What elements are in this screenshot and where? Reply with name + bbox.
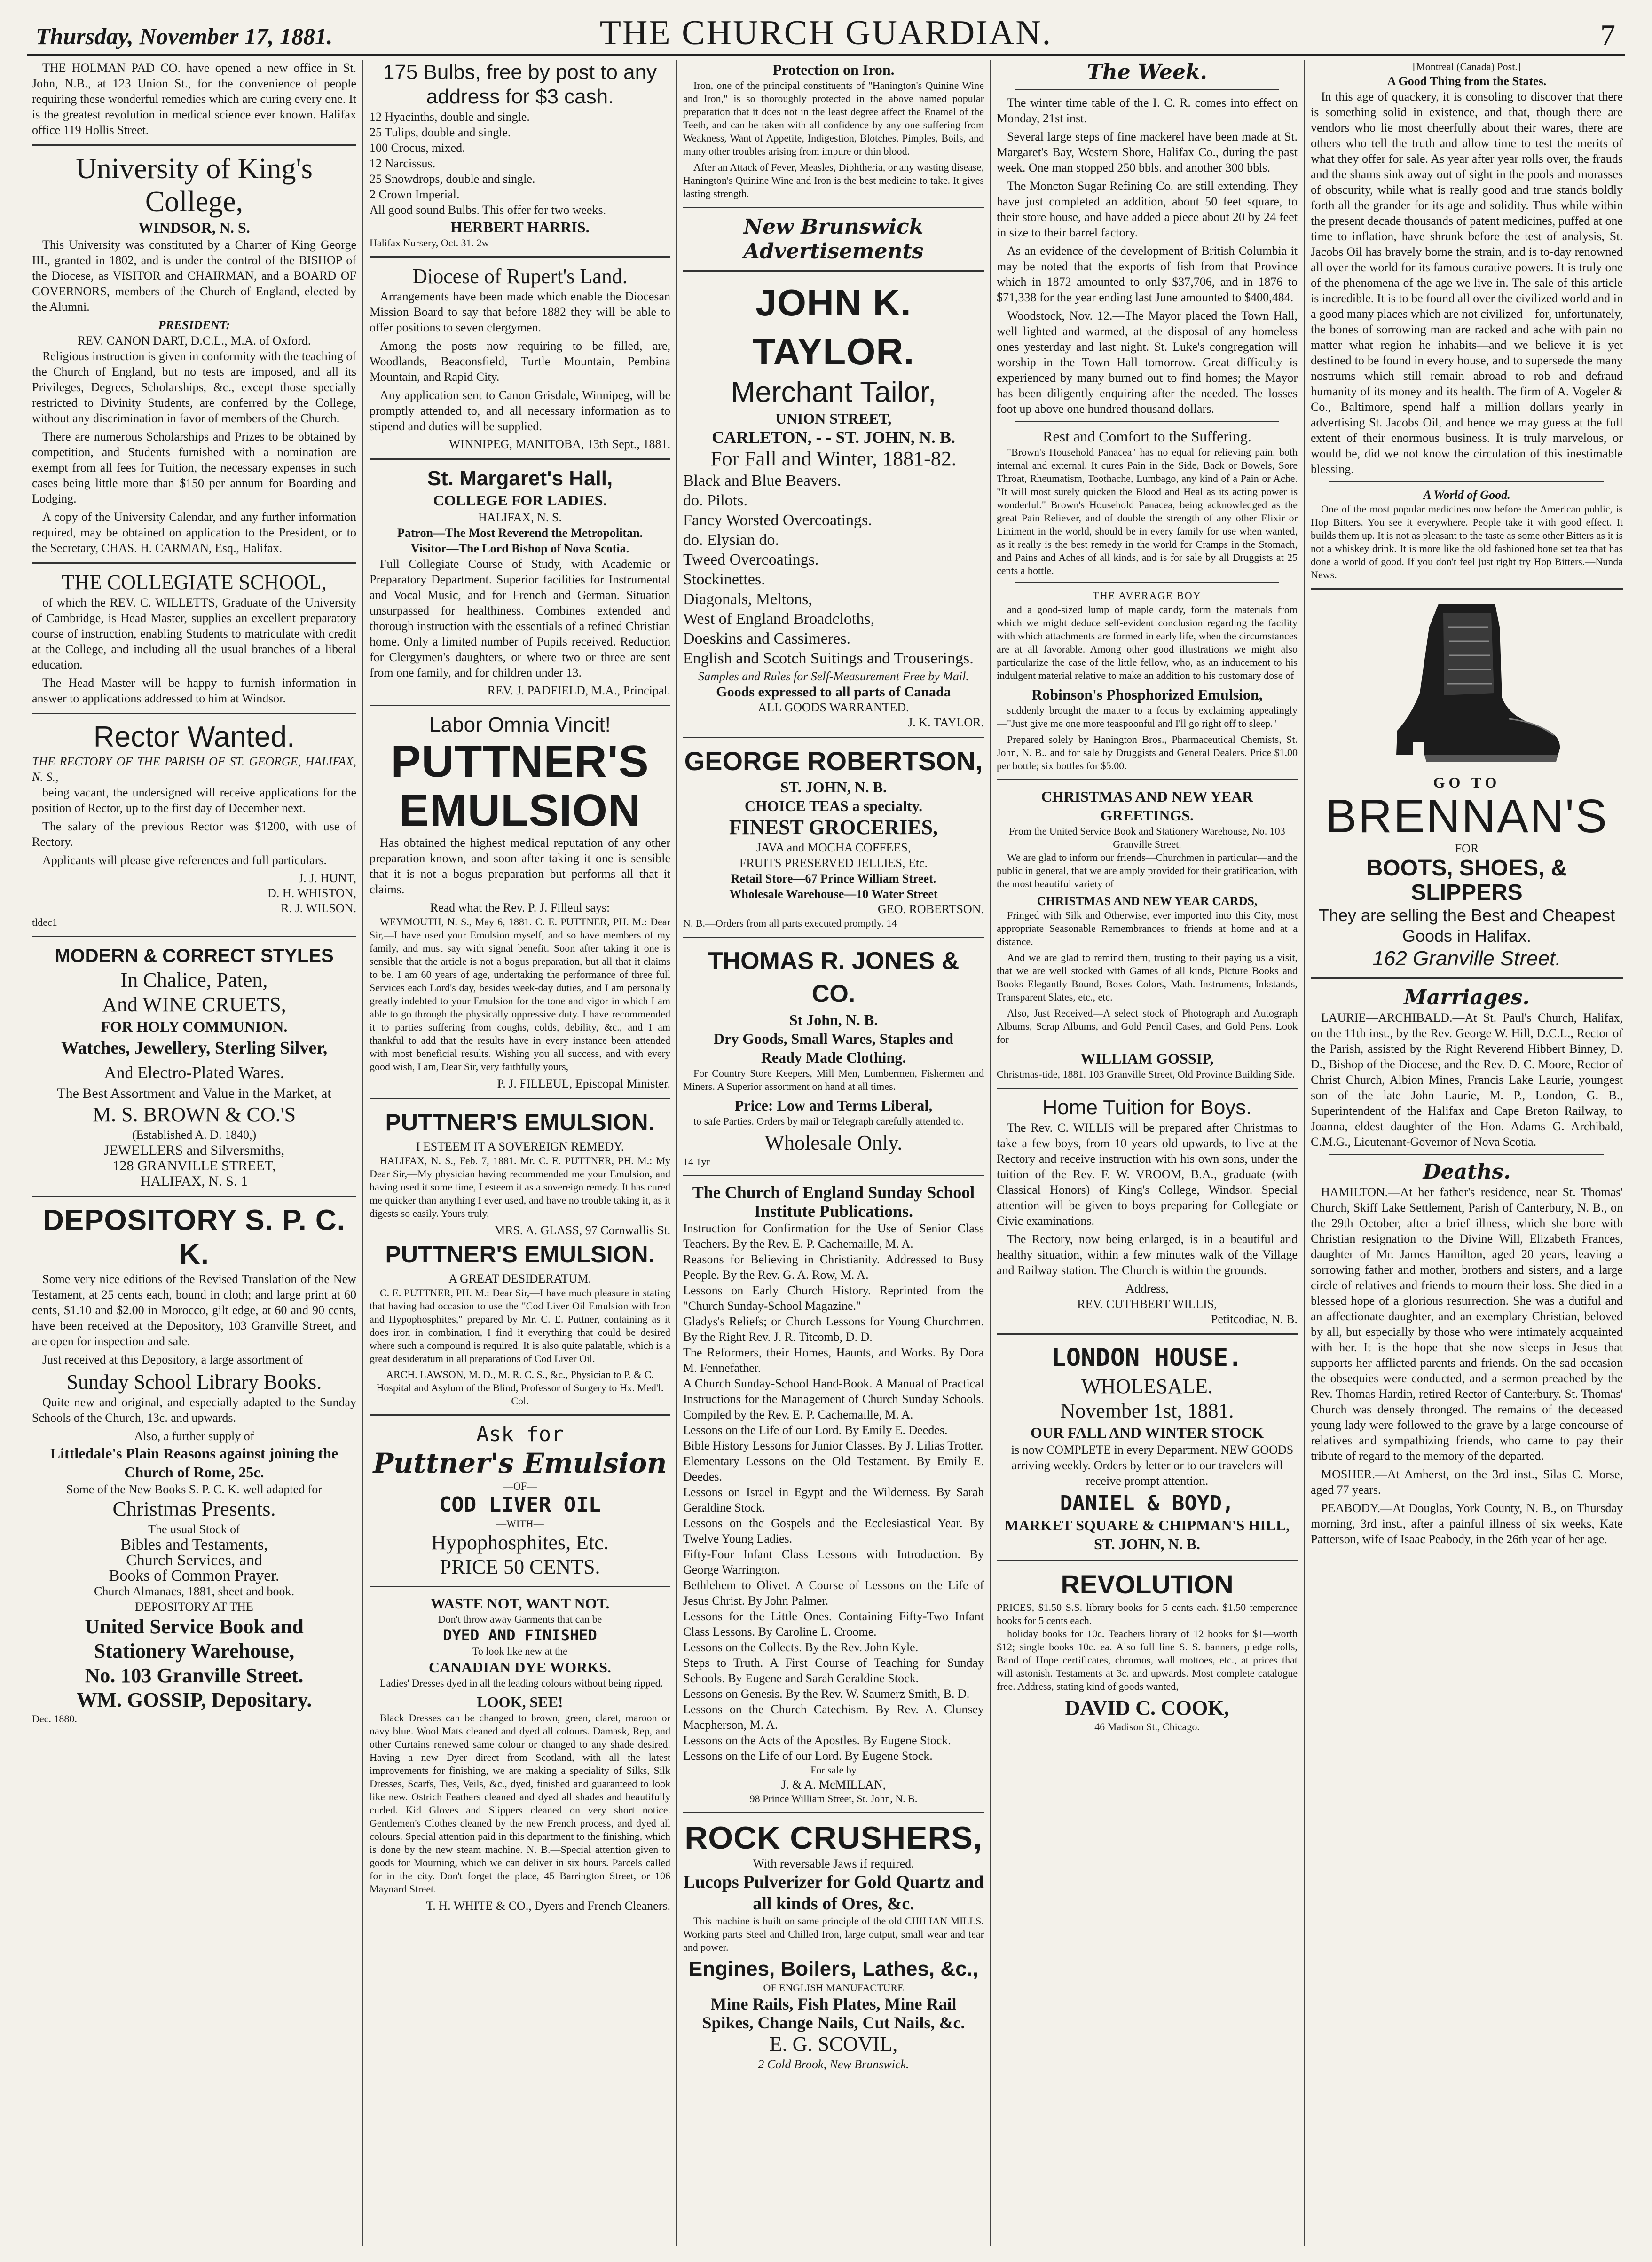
iron-body-2: After an Attack of Fever, Measles, Diphtheria, or any wasting disease, Hanington's Quinine Wine and Iron is the best medicine to take. It gives lasting strength. bbox=[683, 161, 984, 199]
london-house-title: LONDON HOUSE. bbox=[1051, 1344, 1243, 1372]
kings-body-4: A copy of the University Calendar, and any further information required, may be obtained on application to the President, or to the Secretary, CHAS. H. CARMAN, Esq., Halifax. bbox=[32, 510, 356, 555]
xmas-body: We are glad to inform our friends—Churchmen in particular—and the public in general, that we are amply provided for their gratification, with the most beautiful variety of bbox=[997, 851, 1298, 890]
brown-city: HALIFAX, N. S. 1 bbox=[141, 1174, 248, 1189]
list-item: Instruction for Confirmation for the Use of Senior Class Teachers. By the Rev. E. P. Cachemaille, M. A. bbox=[683, 1222, 984, 1251]
depository-at: DEPOSITORY AT THE bbox=[135, 1600, 253, 1614]
iron-title: Protection on Iron. bbox=[772, 61, 895, 78]
deaths-title: Deaths. bbox=[1423, 1160, 1511, 1184]
list-item: Black and Blue Beavers. bbox=[683, 472, 842, 489]
rector-subtitle: THE RECTORY OF THE PARISH OF ST. GEORGE, HALIFAX, N. S., bbox=[32, 755, 356, 784]
tuition-signature: REV. CUTHBERT WILLIS, bbox=[1077, 1297, 1217, 1311]
puttner-2-title: PUTTNER'S EMULSION. bbox=[385, 1109, 655, 1135]
best-assortment: The Best Assortment and Value in the Market, at bbox=[57, 1086, 331, 1101]
java-mocha: JAVA and MOCHA COFFEES, bbox=[756, 841, 911, 854]
tuition-place: Petitcodiac, N. B. bbox=[1211, 1312, 1298, 1326]
column-rule bbox=[676, 60, 677, 2246]
bulbs-list bbox=[370, 109, 670, 218]
tuition-address-label: Address, bbox=[1125, 1282, 1169, 1295]
president-label: PRESIDENT: bbox=[158, 318, 230, 332]
brown-name: M. S. BROWN & CO.'S bbox=[92, 1103, 296, 1126]
rector-body-2: The salary of the previous Rector was $1200, with use of Rectory. bbox=[32, 820, 356, 849]
with-label: —WITH— bbox=[496, 1518, 544, 1529]
robertson-note: N. B.—Orders from all parts executed promptly. 14 bbox=[683, 917, 897, 929]
rupert-title: Diocese of Rupert's Land. bbox=[412, 265, 628, 288]
xmas-cards: CHRISTMAS AND NEW YEAR CARDS, bbox=[1037, 894, 1258, 908]
world-of-good-body: One of the most popular medicines now before the American public, is Hop Bitters. You see it everywhere. People take it with good effect. It builds them up. It is not as pleasant to the taste as some other Bitters as it is not a whiskey drink. It is more like the old fashioned bone set tea that has done a world of good. If you don't feel just right try Hop Bitters.—Nunda News. bbox=[1311, 503, 1623, 581]
divider bbox=[1015, 582, 1279, 583]
london-stock: OUR FALL AND WINTER STOCK bbox=[1030, 1424, 1264, 1441]
brown-established: (Established A. D. 1840,) bbox=[132, 1128, 257, 1142]
some-new-books: Some of the New Books S. P. C. K. well adapted for bbox=[66, 1482, 322, 1496]
xmas-subtitle: From the United Service Book and Stationery Warehouse, No. 103 Granville Street. bbox=[1009, 825, 1285, 850]
column-2 bbox=[370, 60, 670, 2251]
week-paragraph: The winter time table of the I. C. R. comes into effect on Monday, 21st inst. bbox=[997, 96, 1298, 125]
list-item: Elementary Lessons on the Old Testament. By Emily E. Deedes. bbox=[683, 1454, 984, 1483]
canadian-dye-works: CANADIAN DYE WORKS. bbox=[429, 1659, 611, 1676]
christmas-presents: Christmas Presents. bbox=[112, 1497, 276, 1521]
list-item: Doeskins and Cassimeres. bbox=[683, 630, 851, 647]
divider bbox=[1329, 1154, 1604, 1155]
robinson-title: Robinson's Phosphorized Emulsion, bbox=[1031, 686, 1263, 703]
divider bbox=[1015, 89, 1279, 90]
csi-list bbox=[683, 1221, 984, 1764]
margaret-signature: REV. J. PADFIELD, M.A., Principal. bbox=[487, 684, 670, 697]
list-item: Fifty-Four Infant Class Lessons with Introduction. By George Warrington. bbox=[683, 1547, 984, 1576]
boyd-city: ST. JOHN, N. B. bbox=[1093, 1536, 1201, 1553]
divider bbox=[32, 713, 356, 714]
list-item: 2 Crown Imperial. bbox=[370, 188, 460, 201]
average-boy-title: THE AVERAGE BOY bbox=[1093, 590, 1202, 601]
list-item: The Reformers, their Homes, Haunts, and Works. By Dora M. Fennefather. bbox=[683, 1346, 984, 1375]
list-item: 25 Snowdrops, double and single. bbox=[370, 172, 535, 186]
list-item: Lessons on the Church Catechism. By Rev. A. Clunsey Macpherson, M. A. bbox=[683, 1702, 984, 1732]
divider bbox=[1311, 588, 1623, 590]
week-paragraph: As an evidence of the development of British Columbia it may be noted that the exports of fish from that Province which in 1872 amounted to only $37,706, and in 1876 to $71,338 for the year ending last June amounted to $400,484. bbox=[997, 244, 1298, 304]
divider bbox=[683, 1812, 984, 1813]
scovil-address: 2 Cold Brook, New Brunswick. bbox=[758, 2057, 909, 2071]
bibles: Bibles and Testaments, bbox=[120, 1536, 268, 1553]
divider bbox=[997, 1333, 1298, 1335]
london-date: November 1st, 1881. bbox=[1060, 1399, 1234, 1422]
kings-college-place: WINDSOR, N. S. bbox=[138, 219, 250, 236]
list-item: Bethlehem to Olivet. A Course of Lessons on the Life of Jesus Christ. By John Palmer. bbox=[683, 1578, 984, 1608]
week-paragraph: The Moncton Sugar Refining Co. are still extending. They have just completed an addition, about 50 feet square, to their store house, and have added a piece about 20 by 24 feet in size to their barrel factory. bbox=[997, 179, 1298, 239]
finest-groceries: FINEST GROCERIES, bbox=[729, 816, 938, 839]
list-item: Bible History Lessons for Junior Classes. By J. Lilias Trotter. bbox=[683, 1439, 983, 1452]
robertson-title: GEORGE ROBERTSON, bbox=[684, 746, 983, 776]
retail-store: Retail Store—67 Prince William Street. bbox=[731, 872, 936, 885]
list-item: Reasons for Believing in Christianity. Addressed to Busy People. By the Rev. G. A. Row, M. A. bbox=[683, 1253, 984, 1282]
look-see: LOOK, SEE! bbox=[477, 1694, 563, 1710]
hypophosphites: Hypophosphites, Etc. bbox=[431, 1531, 609, 1554]
robinson-body-2: Prepared solely by Hanington Bros., Pharmaceutical Chemists, St. John, N. B., and for sale by Druggists and General Dealers. Price $1.00 per bottle; six bottles for $5.00. bbox=[997, 733, 1298, 772]
csi-for-sale: For sale by bbox=[810, 1764, 857, 1776]
world-of-good-title: A World of Good. bbox=[1423, 488, 1510, 502]
mine-rails: Mine Rails, Fish Plates, Mine Rail Spikes, Change Nails, Cut Nails, &c. bbox=[702, 1994, 965, 2032]
list-item: Tweed Overcoatings. bbox=[683, 551, 819, 568]
robertson-city: ST. JOHN, N. B. bbox=[780, 779, 887, 796]
good-thing-title: A Good Thing from the States. bbox=[1387, 74, 1547, 88]
mosher-notice: MOSHER.—At Amherst, on the 3rd inst., Silas C. Morse, aged 77 years. bbox=[1311, 1467, 1623, 1497]
boyd-title: DANIEL & BOYD, bbox=[1060, 1491, 1235, 1515]
column-rule bbox=[1304, 60, 1305, 2246]
jones-price: Price: Low and Terms Liberal, bbox=[734, 1097, 933, 1114]
puttner-3-signature: ARCH. LAWSON, M. D., M. R. C. S., &c., Physician to P. & C. Hospital and Asylum of the Blind, Professor of Surgery to Hx. Med'l. Col. bbox=[376, 1369, 664, 1407]
divider bbox=[32, 936, 356, 937]
jones-ready-made: Ready Made Clothing. bbox=[761, 1049, 906, 1066]
jones-dry-goods: Dry Goods, Small Wares, Staples and bbox=[713, 1030, 953, 1047]
dyed-finished: DYED AND FINISHED bbox=[443, 1626, 597, 1644]
list-item: English and Scotch Suitings and Trouserings. bbox=[683, 650, 974, 667]
list-item: All good sound Bulbs. This offer for two weeks. bbox=[370, 203, 606, 217]
granville-street: No. 103 Granville Street. bbox=[85, 1664, 304, 1687]
list-item: Diagonals, Meltons, bbox=[683, 591, 812, 608]
xmas-title: CHRISTMAS AND NEW YEAR GREETINGS. bbox=[1041, 788, 1253, 824]
boot-illustration bbox=[1368, 599, 1565, 768]
taylor-goods: Goods expressed to all parts of Canada bbox=[716, 684, 951, 700]
watches-title: Watches, Jewellery, Sterling Silver, bbox=[61, 1038, 328, 1058]
taylor-street: UNION STREET, bbox=[775, 410, 892, 427]
list-item: West of England Broadcloths, bbox=[683, 610, 875, 628]
price: PRICE 50 CENTS. bbox=[440, 1555, 600, 1578]
rupert-body-3: Any application sent to Canon Grisdale, Winnipeg, will be promptly attended to, and all necessary information as to stipend and duties will be supplied. bbox=[370, 388, 670, 433]
littledale: Littledale's Plain Reasons against joining the Church of Rome, 25c. bbox=[50, 1445, 338, 1481]
rock-subtitle: With reversable Jaws if required. bbox=[753, 1857, 914, 1870]
divider bbox=[370, 705, 670, 706]
usual-stock: The usual Stock of bbox=[148, 1522, 240, 1536]
taylor-signature: J. K. TAYLOR. bbox=[908, 716, 984, 729]
divider bbox=[1015, 421, 1279, 422]
english-manufacture: OF ENGLISH MANUFACTURE bbox=[763, 1982, 904, 1994]
taylor-title: JOHN K. TAYLOR. bbox=[752, 282, 915, 372]
revolution-address: 46 Madison St., Chicago. bbox=[1094, 1721, 1200, 1733]
sunday-school-body: Quite new and original, and especially adapted to the Sunday Schools of the Church, 13c. and upwards. bbox=[32, 1395, 356, 1425]
taylor-warranted: ALL GOODS WARRANTED. bbox=[758, 701, 909, 714]
rector-body-3: Applicants will please give references and full particulars. bbox=[42, 853, 327, 867]
margaret-city: HALIFAX, N. S. bbox=[478, 511, 562, 524]
collegiate-body-2: The Head Master will be happy to furnish information in answer to applications addressed to him at Windsor. bbox=[32, 676, 356, 705]
newspaper-page bbox=[27, 9, 1625, 2252]
taylor-subtitle: Merchant Tailor, bbox=[731, 376, 936, 409]
puttner-read: Read what the Rev. P. J. Filleul says: bbox=[430, 901, 610, 914]
date-code: Dec. 1880. bbox=[32, 1713, 77, 1725]
column-1 bbox=[32, 60, 356, 2251]
brennan-body: They are selling the Best and Cheapest Goods in Halifax. bbox=[1318, 906, 1615, 946]
divider bbox=[997, 779, 1298, 780]
rector-signature-1: J. J. HUNT, bbox=[298, 871, 356, 885]
waste-not: WASTE NOT, WANT NOT. bbox=[430, 1595, 610, 1612]
rector-signature-2: D. H. WHISTON, bbox=[267, 886, 356, 900]
robinson-body: suddenly brought the matter to a focus by exclaiming appealingly—"Just give me one more teaspoonful and I'll go right off to sleep." bbox=[997, 704, 1298, 729]
modern-line-2: In Chalice, Paten, bbox=[120, 969, 268, 992]
stationery-warehouse: Stationery Warehouse, bbox=[94, 1639, 295, 1663]
taylor-list bbox=[683, 471, 984, 669]
csi-address: 98 Prince William Street, St. John, N. B. bbox=[749, 1793, 918, 1805]
margaret-subtitle: COLLEGE FOR LADIES. bbox=[433, 492, 607, 509]
marriages-title: Marriages. bbox=[1404, 985, 1530, 1009]
ask-for: Ask for bbox=[476, 1422, 564, 1446]
list-item: Fancy Worsted Overcoatings. bbox=[683, 512, 872, 529]
jones-body: For Country Store Keepers, Mill Men, Lumbermen, Fishermen and Miners. A Superior assortment on hand at all times. bbox=[683, 1067, 984, 1092]
list-item: 12 Hyacinths, double and single. bbox=[370, 110, 530, 124]
divider bbox=[32, 1196, 356, 1197]
column-5 bbox=[1311, 60, 1623, 2251]
list-item: Steps to Truth. A First Course of Teaching for Sunday Schools. By Eugene and Sarah Geraldine Stock. bbox=[683, 1656, 984, 1685]
list-item: 12 Narcissus. bbox=[370, 157, 436, 170]
united-service: United Service Book and bbox=[85, 1615, 304, 1638]
rest-body: "Brown's Household Panacea" has no equal for relieving pain, both internal and external. It cures Pain in the Side, Back or Bowels, Sore Throat, Rheumatism, Toothache, Lumbago, any kind of a Pain or Ache. "It will most surely quicken the Blood and Heal as its acting power is wonderful." Brown's Household Panacea, being acknowledged as the great Pain Reliever, and of double the strength of any other Elixir or Liniment in the world, should be in every family for use when wanted, as it really is the best remedy in the world for Cramps in the Stomach, and Pains and Aches of all kinds, and is for sale by all Druggists at 25 cents a bottle. bbox=[997, 446, 1298, 576]
brown-address: 128 GRANVILLE STREET, bbox=[112, 1158, 276, 1174]
newspaper-title: THE CHURCH GUARDIAN. bbox=[599, 14, 1053, 52]
kings-body-3: There are numerous Scholarships and Prizes to be obtained by competition, and Students furnished with a nomination are exempt from all fees for Tuition, the necessary expenses in such cases being little more than $150 per annum for Boarding and Lodging. bbox=[32, 430, 356, 505]
depository-body: Some very nice editions of the Revised Translation of the New Testament, at 25 cents each, bound in cloth; and large print at 60 cents, $1.10 and $2.00 in Morocco, gilt edge, at 60 and 90 cents, have been received at the Depository, 103 Granville Street, and are open for inspection and sale. bbox=[32, 1272, 356, 1348]
wholesale-warehouse: Wholesale Warehouse—10 Water Street bbox=[729, 887, 938, 901]
cod-liver-oil: COD LIVER OIL bbox=[439, 1493, 601, 1517]
list-item: Lessons on the Life of our Lord. By Emily E. Deedes. bbox=[683, 1423, 948, 1437]
iron-body: Iron, one of the principal constituents of "Hanington's Quinine Wine and Iron," is so thoroughly protected in the above named popular preparation that it does not in the least degree affect the Enamel of the Teeth, and can be taken with all confidence by any one suffering from Weakness, Want of Appetite, Indigestion, Blotches, Pimples, Boils, and many other troubles arising from impure or thin blood. bbox=[683, 79, 984, 157]
brennan-address: 162 Granville Street. bbox=[1372, 947, 1561, 970]
margaret-visitor: Visitor—The Lord Bishop of Nova Scotia. bbox=[410, 542, 629, 555]
rest-title: Rest and Comfort to the Suffering. bbox=[1043, 428, 1251, 445]
dont-throw: Don't throw away Garments that can be bbox=[438, 1613, 602, 1625]
list-item: Lessons on the Gospels and the Ecclesiastical Year. By Twelve Young Ladies. bbox=[683, 1516, 984, 1545]
church-services: Church Services, and bbox=[126, 1552, 262, 1569]
list-item: 25 Tulips, double and single. bbox=[370, 126, 511, 139]
average-boy-body: and a good-sized lump of maple candy, form the materials from which we might deduce self-evident conclusion regarding the facility with which attachments are formed in early life, when the circumstances are at all favorable. Among other good illustrations we might also particularize the case of the little fellow, who, as an inducement to his indulgent material relative to make an addition to his customary dose of bbox=[997, 604, 1298, 681]
divider bbox=[1329, 481, 1604, 482]
divider bbox=[32, 144, 356, 146]
xmas-signature: WILLIAM GOSSIP, bbox=[1080, 1050, 1214, 1067]
deaths-body: HAMILTON.—At her father's residence, near St. Thomas' Church, Skiff Lake Settlement, Parish of Canterbury, N. B., on the 29th October, after a brief illness, which she bore with Christian resignation to the Divine Will, Elizabeth Frances, daughter of Mr. James Hamilton, aged 20 years, leaving a sorrowing father and mother, brothers and sisters, and a large circle of relatives and friends to mourn their loss. She died in a blessed hope of a glorious resurrection. She was a dutiful and an affectionate daughter, and an exemplary Christian, beloved by all, but especially by those who were intimately acquainted with her. It is the hope that she now sleeps in Jesus that supports her afflicted parents and friends. On the sad occasion the obsequies were conducted, and a sermon preached by the Rev. Thomas Hardin, retired Rector of Canterbury. St. Thomas' Church was densely thronged. The remains of the deceased young lady were followed to the grave by a large concourse of relatives and sympathizing friends, who came to pay their tribute of regard to the memory of the departed. bbox=[1311, 1185, 1623, 1463]
source-label: [Montreal (Canada) Post.] bbox=[1412, 61, 1521, 72]
csi-signature: J. & A. McMILLAN, bbox=[781, 1778, 886, 1791]
puttner-2-subtitle: I ESTEEM IT A SOVEREIGN REMEDY. bbox=[416, 1140, 624, 1153]
taylor-samples: Samples and Rules for Self-Measurement Free by Mail. bbox=[698, 670, 969, 683]
rock-crushers-title: ROCK CRUSHERS, bbox=[684, 1820, 983, 1856]
collegiate-title: THE COLLEGIATE SCHOOL, bbox=[62, 571, 327, 594]
engines: Engines, Boilers, Lathes, &c., bbox=[688, 1957, 979, 1980]
gossip-depositary: WM. GOSSIP, Depositary. bbox=[76, 1688, 312, 1711]
collegiate-body: of which the REV. C. WILLETTS, Graduate of the University of Cambridge, is Head Master, supplies an excellent preparatory course of instruction, enabling Students to matriculate with credit at the College, and including all the usual branches of a liberal education. bbox=[32, 596, 356, 671]
divider bbox=[683, 937, 984, 938]
rupert-body-2: Among the posts now requiring to be filled, are, Woodlands, Beaconsfield, Turtle Mountain, Pembina Mountain, and Rapid City. bbox=[370, 339, 670, 384]
lucops-pulverizer: Lucops Pulverizer for Gold Quartz and all kinds of Ores, &c. bbox=[683, 1872, 984, 1914]
go-to: GO TO bbox=[1433, 774, 1501, 791]
xmas-body-4: Also, Just Received—A select stock of Photograph and Autograph Albums, Scrap Albums, and Gold Pencil Cases, and Gold Pens. Look for bbox=[997, 1007, 1298, 1045]
list-item: do. Elysian do. bbox=[683, 531, 779, 549]
masthead bbox=[27, 9, 1625, 56]
rector-title: Rector Wanted. bbox=[93, 721, 295, 753]
brown-jewellers: JEWELLERS and Silversmiths, bbox=[103, 1143, 285, 1158]
boyd-address: MARKET SQUARE & CHIPMAN'S HILL, bbox=[1004, 1517, 1290, 1534]
bulbs-signature: HERBERT HARRIS. bbox=[450, 219, 590, 236]
for-label: FOR bbox=[1455, 842, 1479, 855]
puttner-body: Has obtained the highest medical reputation of any other preparation known, and soon after taking it one is sensible that it is not a bogus preparation but performs all that it claims. bbox=[370, 836, 670, 896]
margaret-body: Full Collegiate Course of Study, with Academic or Preparatory Department. Superior facilities for Instrumental and Vocal Music, and for French and German. Situation unsurpassed for healthiness. Combines extended and thorough instruction with the essentials of a refined Christian home. Only a limited number of Pupils received. Reduction for Clergymen's daughters, or where two or three are sent from one family, and for children under 13. bbox=[370, 557, 670, 679]
bulbs-title: 175 Bulbs, free by post to any address for $3 cash. bbox=[383, 61, 657, 108]
marriages-body: LAURIE—ARCHIBALD.—At St. Paul's Church, Halifax, on the 11th inst., by the Rev. George W. Hill, D.C.L., Rector of the Parish, assisted by the Right Reverend Hibbert Binney, D. D., Bishop of the Diocese, and the Rev. D. C. Moore, Rector of Christ Church, Albion Mines, Francis Lake Laurie, youngest son of the late John Laurie, M. P., London, G. B., Superintendent of the Halifax and Cape Breton Railway, to Joanna, eldest daughter of the Hon. Adams G. Archibald, C.M.G., Lieutenant-Governor of Nova Scotia. bbox=[1311, 1011, 1623, 1149]
puttner-2-signature: MRS. A. GLASS, 97 Cornwallis St. bbox=[494, 1223, 670, 1237]
modern-line-4: FOR HOLY COMMUNION. bbox=[101, 1018, 288, 1035]
puttner-3-subtitle: A GREAT DESIDERATUM. bbox=[448, 1272, 591, 1285]
column-4 bbox=[997, 60, 1298, 2251]
week-paragraph: Woodstock, Nov. 12.—The Mayor placed the Town Hall, well lighted and warmed, at the disposal of any homeless ones yesterday and last night. St. Luke's congregation will worship in the Town Hall tomorrow. Great difficulty is experienced by many burned out to find homes; the Mayor has been diligently enquiring after the needed. The losses foot up above one hundred thousand dollars. bbox=[997, 309, 1298, 416]
tuition-body-2: The Rectory, now being enlarged, is in a beautiful and healthy situation, within a few minutes walk of the Village and Railway station. The Church is within the grounds. bbox=[997, 1232, 1298, 1277]
boots-shoes-slippers: BOOTS, SHOES, & SLIPPERS bbox=[1366, 856, 1567, 905]
list-item: Lessons for the Little Ones. Containing Fifty-Two Infant Class Lessons. By Caroline L. Croome. bbox=[683, 1609, 984, 1639]
puttner-3-body: C. E. PUTTNER, PH. M.: Dear Sir,—I have much pleasure in stating that having had occasion to use the "Cod Liver Oil Emulsion with Iron and Hypophosphites," prepared by Mr. C. E. Puttner, containing as it does iron in combination, I find it everything that could be desired where such a compound is required. It is also quite palatable, which is a great desideratum in all preparations of Cod Liver Oil. bbox=[370, 1287, 670, 1364]
depository-title: DEPOSITORY S. P. C. K. bbox=[43, 1204, 346, 1270]
jones-title: THOMAS R. JONES & CO. bbox=[708, 947, 960, 1008]
list-item: Lessons on the Life of our Lord. By Eugene Stock. bbox=[683, 1749, 933, 1763]
quackery-body: In this age of quackery, it is consoling to discover that there is something solid in existence, and that, though there are vendors who lie most cheerfully about their wares, there are others who tell the truth and allow time to test the merits of what they offer for sale. As year after year rolls over, the frauds and the shams sink away out of sight in the pools and morasses of obscurity, while what is really good and true stands boldly forth all the grander for its age and solidity. Thus while within the present decade thousands of patent medicines, puffed at one time to inflation, have shrunk before the test of analysis, St. Jacobs Oil has bravely borne the strain, and is to-day renowned all over the world for its famous curative powers. It is truly one of the phenomena of the age we live in. The sale of this article is incredible. It is to be found all over the civilized world and in a good many places which are not civilized—for, unfortunately, the bones of sorrowing man are racked and ache with pain no matter what region he inhabits—and we believe it is yet destined to be found in every house, and to supersede the many nostrums which still remain abroad to rob and defraud humanity of its money and its health. The firm of A. Vogeler & Co., Baltimore, spend half a million dollars yearly in advertising St. Jacobs Oil, and hence we may guess at the full extent of their enormous business. It is truly marvelous, or would be, did we not know the circulation of this inestimable blessing. bbox=[1311, 90, 1623, 476]
list-item: Stockinettes. bbox=[683, 571, 765, 588]
divider bbox=[683, 270, 984, 272]
peabody-notice: PEABODY.—At Douglas, York County, N. B., on Thursday morning, 3rd inst., after a painful illness of six weeks, Kate Patterson, wife of Isaac Peabody, in the 26th year of her age. bbox=[1311, 1501, 1623, 1546]
divider bbox=[683, 737, 984, 738]
labor-motto: Labor Omnia Vincit! bbox=[429, 713, 611, 736]
robertson-signature: GEO. ROBERTSON. bbox=[878, 902, 984, 916]
divider bbox=[1311, 977, 1623, 979]
divider bbox=[683, 1175, 984, 1176]
list-item: Lessons on the Collects. By the Rev. John Kyle. bbox=[683, 1640, 919, 1654]
holman-ad: THE HOLMAN PAD CO. have opened a new office in St. John, N.B., at 123 Union St., for the convenience of people requiring these wonderful remedies which are curing every one. It is the greatest revolution in medical science ever known. Halifax office 119 Hollis Street. bbox=[32, 61, 356, 137]
jones-number: 14 1yr bbox=[683, 1156, 710, 1167]
look-like-new: To look like new at the bbox=[472, 1645, 567, 1657]
margaret-patron: Patron—The Most Reverend the Metropolitan. bbox=[397, 526, 643, 540]
modern-line-3: And WINE CRUETS, bbox=[102, 993, 286, 1016]
divider bbox=[32, 562, 356, 564]
scovil-name: E. G. SCOVIL, bbox=[769, 2033, 898, 2056]
revolution-title: REVOLUTION bbox=[1061, 1569, 1234, 1599]
xmas-body-2: Fringed with Silk and Otherwise, ever imported into this City, most appropriate Seasonable Remembrances to friends at home and at a distance. bbox=[997, 909, 1298, 947]
divider bbox=[683, 207, 984, 208]
just-received: Just received at this Depository, a large assortment of bbox=[42, 1353, 303, 1366]
ladies-dresses: Ladies' Dresses dyed in all the leading colours without being ripped. bbox=[380, 1677, 663, 1689]
puttner-letter-signature: P. J. FILLEUL, Episcopal Minister. bbox=[497, 1077, 670, 1090]
list-item: Gladys's Reliefs; or Church Lessons for Young Churchmen. By the Right Rev. J. R. Titcomb, D. D. bbox=[683, 1315, 984, 1344]
revolution-prices: PRICES, $1.50 S.S. library books for 5 cents each. $1.50 temperance books for 5 cents each. bbox=[997, 1601, 1298, 1626]
column-rule bbox=[362, 60, 363, 2246]
watches-line-2: And Electro-Plated Wares. bbox=[104, 1063, 284, 1082]
list-item: Lessons on the Acts of the Apostles. By Eugene Stock. bbox=[683, 1734, 951, 1747]
margaret-title: St. Margaret's Hall, bbox=[427, 467, 613, 490]
rector-body: being vacant, the undersigned will receive applications for the position of Rector, up to the first day of December next. bbox=[32, 786, 356, 815]
jones-body-2: to safe Parties. Orders by mail or Telegraph carefully attended to. bbox=[693, 1115, 964, 1127]
tuition-title: Home Tuition for Boys. bbox=[1042, 1096, 1252, 1119]
column-3 bbox=[683, 60, 984, 2251]
choice-teas: CHOICE TEAS a specialty. bbox=[744, 797, 923, 814]
jones-city: St John, N. B. bbox=[789, 1011, 878, 1028]
tuition-body: The Rev. C. WILLIS will be prepared after Christmas to take a few boys, from 10 years old upwards, to live at the Rectory and receive instruction with his own sons, under the tuition of the Rev. F. W. VROOM, B.A., graduate (with Classical Honors) of King's College, Windsor. Special attention will be given to boys preparing for Collegiate or Civic examinations. bbox=[997, 1121, 1298, 1228]
president-name: REV. CANON DART, D.C.L., M.A. of Oxford. bbox=[77, 334, 311, 347]
brennan-title: BRENNAN'S bbox=[1325, 790, 1608, 843]
revolution-body: holiday books for 10c. Teachers library of 12 books for $1—worth $12; single books 10c. ea. Also full line S. S. banners, pledge rolls, Band of Hope certificates, chromos, wall mottoes, etc., at prices that will astonish. Testaments at 3c. and upwards. Most complete catalogue free. Address, stating kind of goods wanted, bbox=[997, 1628, 1298, 1692]
kings-college-title: University of King's College, bbox=[76, 153, 313, 218]
also-supply: Also, a further supply of bbox=[134, 1429, 254, 1443]
divider bbox=[370, 1098, 670, 1099]
divider bbox=[370, 1414, 670, 1416]
week-paragraph: Several large steps of fine mackerel have been made at St. Margaret's Bay, Western Shore, Halifax Co., during the past week. One man stopped 250 bbls. and another 300 bbls. bbox=[997, 130, 1298, 174]
list-item: 100 Crocus, mixed. bbox=[370, 141, 465, 155]
puttner-title: PUTTNER'S EMULSION bbox=[391, 736, 649, 835]
revolution-signature: DAVID C. COOK, bbox=[1065, 1696, 1229, 1719]
list-item: do. Pilots. bbox=[683, 492, 747, 509]
taylor-fall: For Fall and Winter, 1881-82. bbox=[710, 447, 957, 470]
list-item: Lessons on Early Church History. Reprinted from the "Church Sunday-School Magazine." bbox=[683, 1284, 984, 1313]
page-number: 7 bbox=[1600, 18, 1615, 52]
of-label: —OF— bbox=[503, 1480, 537, 1492]
modern-styles-title: MODERN & CORRECT STYLES bbox=[55, 946, 334, 966]
almanacs: Church Almanacs, 1881, sheet and book. bbox=[94, 1584, 295, 1598]
dye-signature: T. H. WHITE & CO., Dyers and French Cleaners. bbox=[426, 1899, 670, 1913]
rupert-body: Arrangements have been made which enable the Diocesan Mission Board to say that before 1882 they will be able to offer positions to seven clergymen. bbox=[370, 290, 670, 334]
week-title: The Week. bbox=[1087, 60, 1207, 84]
column-rule bbox=[990, 60, 991, 2246]
books-prayer: Books of Common Prayer. bbox=[109, 1567, 280, 1584]
fruits: FRUITS PRESERVED JELLIES, Etc. bbox=[739, 856, 928, 870]
puttner-2-body: HALIFAX, N. S., Feb. 7, 1881. Mr. C. E. PUTTNER, PH. M.: My Dear Sir,—My physician having recommended me your Emulsion, and having used it some time, I esteem it as a sovereign remedy. It has cured me quicker than anything I ever used, and have no trouble taking it, as it digests so easily. Yours truly, bbox=[370, 1155, 670, 1219]
london-wholesale: WHOLESALE. bbox=[1081, 1375, 1213, 1398]
bulbs-address: Halifax Nursery, Oct. 31. 2w bbox=[370, 237, 489, 249]
rector-code: tldec1 bbox=[32, 916, 57, 928]
sunday-school-books: Sunday School Library Books. bbox=[66, 1371, 322, 1394]
list-item: A Church Sunday-School Hand-Book. A Manual of Practical Instructions for the Management of Church Sunday Schools. Compiled by the Rev. E. P. Cachemaille, M. A. bbox=[683, 1377, 984, 1421]
divider bbox=[370, 256, 670, 258]
issue-date: Thursday, November 17, 1881. bbox=[36, 23, 333, 49]
london-body: is now COMPLETE in every Department. NEW GOODS arriving weekly. Orders by letter or to our travelers will receive prompt attention. bbox=[1011, 1443, 1294, 1488]
divider bbox=[997, 1560, 1298, 1561]
list-item: Lessons on Genesis. By the Rev. W. Saumerz Smith, B. D. bbox=[683, 1687, 970, 1701]
divider bbox=[370, 1586, 670, 1587]
rector-signature-3: R. J. WILSON. bbox=[281, 901, 356, 915]
jones-wholesale: Wholesale Only. bbox=[764, 1131, 903, 1154]
dye-body: Black Dresses can be changed to brown, green, claret, maroon or navy blue. Wool Mats cleaned and dyed all colours. Damask, Rep, and other Curtains renewed same colour or changed to any shade desired. Having a new Dyer direct from Scotland, with all the latest improvements for finishing, we are making a speciality of Silks, Silk Dresses, Scarfs, Ties, Veils, &c., dyed, finished and guaranteed to look like new. Ostrich Feathers cleaned and dyed all shades and beautifully curled. Kid Gloves and Slippers cleaned on very short notice. Gentlemen's Clothes cleaned by the new French process, and dyed all colours. Special attention paid in this department to the finishing, which is done by the new steam machine. N. B.—Special attention given to goods for Mourning, which we can deliver in six hours. Parcels called for in the city. Don't forget the place, 45 Barrington Street, or 106 Maynard Street. bbox=[370, 1712, 670, 1895]
csi-title: The Church of England Sunday School Institute Publications. bbox=[692, 1183, 975, 1221]
xmas-address: Christmas-tide, 1881. 103 Granville Street, Old Province Building Side. bbox=[997, 1068, 1295, 1080]
rupert-signature: WINNIPEG, MANITOBA, 13th Sept., 1881. bbox=[448, 437, 670, 451]
puttner-3-title: PUTTNER'S EMULSION. bbox=[385, 1241, 655, 1268]
taylor-city: CARLETON, - - ST. JOHN, N. B. bbox=[712, 428, 955, 447]
divider bbox=[370, 458, 670, 460]
xmas-body-3: And we are glad to remind them, trusting to their paying us a visit, that we are well stocked with Games of all kinds, Picture Books and Books Elegantly Bound, Boxes Colors, Math. Instruments, Inkstands, Transparent Slates, etc., etc. bbox=[997, 952, 1298, 1003]
kings-body-2: Religious instruction is given in conformity with the teaching of the Church of England, but no tests are imposed, and all its Privileges, Degrees, Scholarships, &c., except those specially restricted to Divinity Students, are conferred by the College, without any discrimination in favor of members of the Church. bbox=[32, 349, 356, 425]
divider bbox=[997, 1088, 1298, 1089]
puttner-emulsion-script: Puttner's Emulsion bbox=[373, 1447, 667, 1479]
puttner-letter: WEYMOUTH, N. S., May 6, 1881. C. E. PUTTNER, PH. M.: Dear Sir,—I have used your Emulsion myself, and so have members of my family, and must say with signal benefit. Soon after taking it one is sensible that the article is not a bogus preparation, but all that it claims to be. I am 60 years of age, undertaking the performance of three full Services each Lord's day, besides week-day duties, and I am personally greatly indebted to your Emulsion for the tone and vigor in which I am able to go through the physically oppressive duty. I have recommended it to parties suffering from coughs, colds, debility, &c., and I am thankful to add that the results have in every instance been attended with most beneficial results. Wishing you all success, and with every good wish, I am, Dear Sir, very faithfully yours, bbox=[370, 916, 670, 1072]
kings-body: This University was constituted by a Charter of King George III., granted in 1802, and is under the control of the BISHOP of the Diocese, as VISITOR and CHAIRMAN, and a BOARD OF GOVERNORS, members of the Church of England, elected by the Alumni. bbox=[32, 238, 356, 314]
nb-advertisements-title: New Brunswick Advertisements bbox=[743, 215, 924, 263]
rock-body: This machine is built on same principle of the old CHILIAN MILLS. Working parts Steel and Chilled Iron, large output, small wear and tear and power. bbox=[683, 1915, 984, 1953]
list-item: Lessons on Israel in Egypt and the Wilderness. By Sarah Geraldine Stock. bbox=[683, 1485, 984, 1514]
